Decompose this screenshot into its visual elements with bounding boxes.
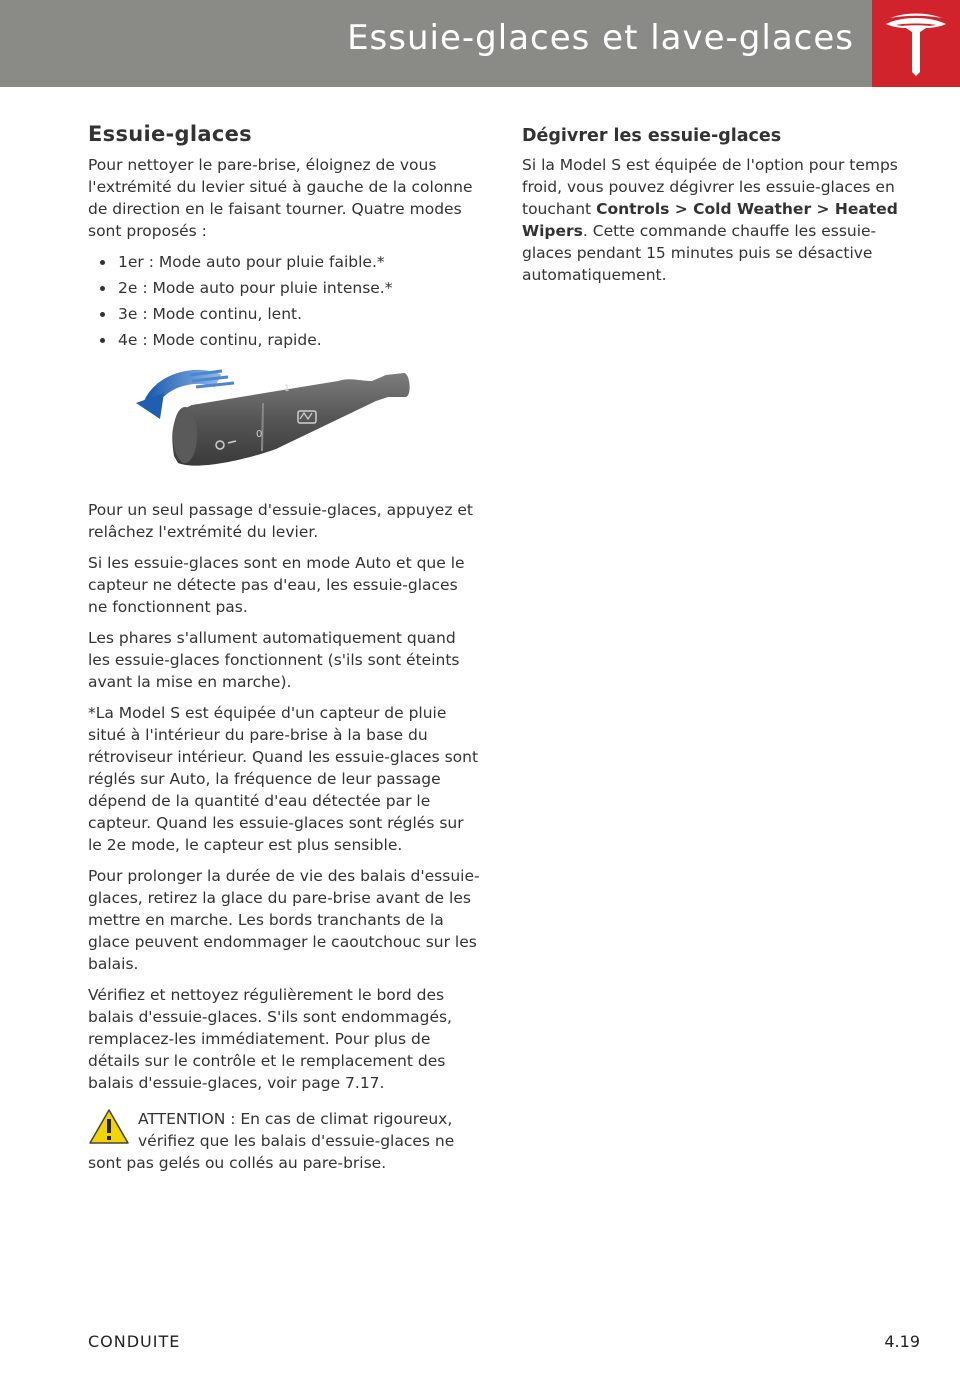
svg-text:1: 1 (284, 384, 290, 394)
wiper-modes-list (88, 251, 480, 351)
caution-line-3: sont pas gelés ou collés au pare-brise. (88, 1154, 387, 1172)
tesla-logo-icon (872, 0, 960, 87)
warning-triangle-icon (88, 1108, 130, 1146)
page-title: Essuie-glaces et lave-glaces (347, 18, 854, 58)
list-item: 3e : Mode continu, lent. (100, 303, 480, 325)
wiper-stalk-illustration (88, 361, 480, 481)
defrost-paragraph (522, 154, 906, 286)
page-header (0, 0, 960, 87)
wiper-life-paragraph: Pour prolonger la durée de vie des balais d'essuie-glaces, retirez la glace du pare-brise avant de les mettre en marche. Les bords tranchants de la glace peuvent endommager le caoutchouc sur les balais. (88, 867, 480, 973)
single-wipe-paragraph: Pour un seul passage d'essuie-glaces, appuyez et relâchez l'extrémité du levier. (88, 501, 473, 541)
auto-mode-paragraph: Si les essuie-glaces sont en mode Auto et que le capteur ne détecte pas d'eau, les essuie-glaces ne fonctionnent pas. (88, 554, 465, 616)
rain-sensor-paragraph: *La Model S est équipée d'un capteur de pluie situé à l'intérieur du pare-brise à la base du rétroviseur intérieur. Quand les essuie-glaces sont réglés sur Auto, la fréquence de leur passage dépend de la quantité d'eau détectée par le capteur. Quand les essuie-glaces sont réglés sur le 2e mode, le capteur est plus sensible. (88, 704, 479, 854)
footer-section-name: CONDUITE (88, 1332, 181, 1351)
inspect-blades-paragraph: Vérifiez et nettoyez régulièrement le bord des balais d'essuie-glaces. S'ils sont endommagés, remplacez-les immédiatement. Pour plus de détails sur le contrôle et le remplacement des balais d'essuie-glaces, voir page 7.17. (88, 986, 452, 1092)
left-column (88, 122, 480, 1183)
caution-line-1: ATTENTION : En cas de climat rigoureux, (138, 1110, 453, 1128)
caution-note (88, 1108, 480, 1174)
defrost-text-start: Si la Model S est équipée de l'option pour temps froid, vous pouvez dégivrer les essuie-glaces en touchant (522, 156, 898, 218)
caution-line-2: vérifiez que les balais d'essuie-glaces ne (138, 1132, 455, 1150)
headlights-paragraph: Les phares s'allument automatiquement quand les essuie-glaces fonctionnent (s'ils sont éteints avant la mise en marche). (88, 629, 460, 691)
list-item: 2e : Mode auto pour pluie intense.* (100, 277, 480, 299)
list-item: 4e : Mode continu, rapide. (100, 329, 480, 351)
section-heading-defrost: Dégivrer les essuie-glaces (522, 126, 782, 146)
intro-paragraph: Pour nettoyer le pare-brise, éloignez de vous l'extrémité du levier situé à gauche de la colonne de direction en le faisant tourner. Quatre modes sont proposés : (88, 156, 473, 240)
svg-text:0: 0 (256, 429, 263, 440)
footer-page-number: 4.19 (884, 1332, 920, 1351)
list-item: 1er : Mode auto pour pluie faible.* (100, 251, 480, 273)
controls-path: Controls > Cold Weather > Heated Wipers (522, 200, 898, 240)
section-heading-wipers: Essuie-glaces (88, 122, 252, 146)
right-column (522, 122, 906, 295)
tesla-logo (872, 0, 960, 87)
defrost-text-end: . Cette commande chauffe les essuie-glaces pendant 15 minutes puis se désactive automatiquement. (522, 222, 877, 284)
